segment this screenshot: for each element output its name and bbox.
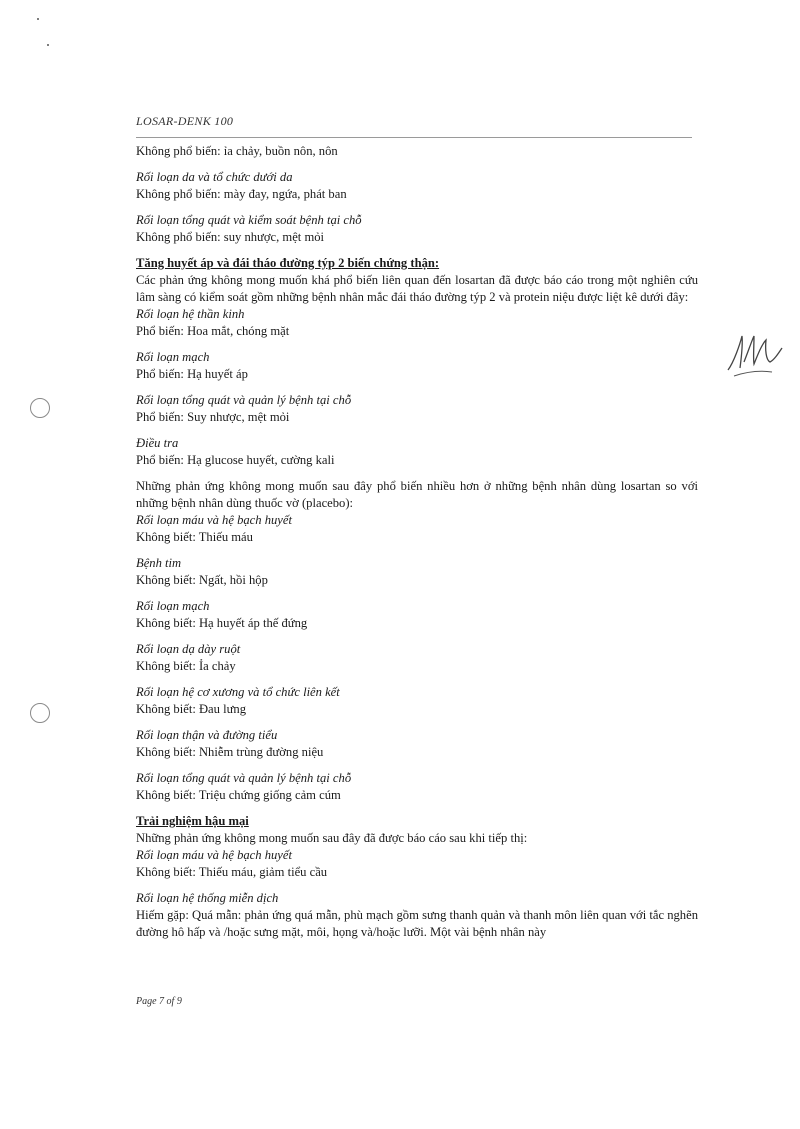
section-title: Rối loạn tổng quát và quản lý bệnh tại chỗ <box>136 771 352 785</box>
section-title: Rối loạn thận và đường tiểu <box>136 728 278 742</box>
body-text: Không biết: Ỉa chảy <box>136 659 236 673</box>
body-text: Không phổ biến: mày đay, ngứa, phát ban <box>136 187 347 201</box>
body-text: Không biết: Ngất, hồi hộp <box>136 573 268 587</box>
scan-speck <box>37 18 39 20</box>
page-number: Page 7 of 9 <box>136 996 182 1007</box>
body-text: Không phổ biến: suy nhược, mệt mỏi <box>136 230 325 244</box>
body-text: Phổ biến: Hạ glucose huyết, cường kali <box>136 453 335 467</box>
punch-hole <box>30 398 50 418</box>
section-title: Rối loạn hệ thống miễn dịch <box>136 891 279 905</box>
section-title: Rối loạn tổng quát và quản lý bệnh tại chỗ <box>136 393 352 407</box>
section-title: Rối loạn máu và hệ bạch huyết <box>136 513 292 527</box>
section-title: Rối loạn tổng quát và kiểm soát bệnh tại chỗ <box>136 213 362 227</box>
header-divider <box>136 137 692 138</box>
section-title: Rối loạn máu và hệ bạch huyết <box>136 848 292 862</box>
handwritten-initials-signature <box>724 322 794 382</box>
section-title: Rối loạn dạ dày ruột <box>136 642 241 656</box>
section-title: Điều tra <box>136 436 179 450</box>
section-heading: Tăng huyết áp và đái tháo đường týp 2 biến chứng thận: <box>136 256 440 270</box>
body-paragraph: Các phản ứng không mong muốn khá phổ biến liên quan đến losartan đã được báo cáo trong một nghiên cứu lâm sàng có kiểm soát gồm những bệnh nhân mắc đái tháo đường týp 2 và protein niệu được liệt kê dưới đây: <box>136 273 698 304</box>
body-text: Không biết: Thiếu máu <box>136 530 253 544</box>
body-text: Phổ biến: Hạ huyết áp <box>136 367 248 381</box>
document-header: LOSAR-DENK 100 <box>136 114 234 128</box>
section-title: Rối loạn hệ cơ xương và tổ chức liên kết <box>136 685 340 699</box>
document-body <box>136 143 698 941</box>
body-text: Không biết: Nhiễm trùng đường niệu <box>136 745 324 759</box>
body-text: Phổ biến: Suy nhược, mệt mỏi <box>136 410 290 424</box>
body-paragraph: Những phản ứng không mong muốn sau đây đã được báo cáo sau khi tiếp thị: <box>136 831 528 845</box>
body-paragraph: Hiếm gặp: Quá mẫn: phản ứng quá mẫn, phù mạch gồm sưng thanh quản và thanh môn liên quan với tắc nghẽn đường hô hấp và /hoặc sưng mặt, môi, họng và/hoặc lưỡi. Một vài bệnh nhân này <box>136 908 698 939</box>
section-title: Rối loạn mạch <box>136 350 210 364</box>
section-title: Rối loạn mạch <box>136 599 210 613</box>
section-heading: Trải nghiệm hậu mại <box>136 814 249 828</box>
body-text: Không biết: Hạ huyết áp thế đứng <box>136 616 308 630</box>
punch-hole <box>30 703 50 723</box>
body-text: Không biết: Thiếu máu, giảm tiểu cầu <box>136 865 328 879</box>
body-text: Phổ biến: Hoa mắt, chóng mặt <box>136 324 290 338</box>
section-title: Rối loạn hệ thần kinh <box>136 307 245 321</box>
body-text: Không biết: Đau lưng <box>136 702 247 716</box>
body-paragraph: Những phản ứng không mong muốn sau đây phổ biến nhiều hơn ở những bệnh nhân dùng losartan so với những bệnh nhân dùng thuốc vờ (placebo): <box>136 479 698 510</box>
scan-speck <box>47 44 49 46</box>
body-text: Không phổ biến: ỉa chảy, buồn nôn, nôn <box>136 144 338 158</box>
section-title: Bệnh tim <box>136 556 182 570</box>
section-title: Rối loạn da và tổ chức dưới da <box>136 170 293 184</box>
body-text: Không biết: Triệu chứng giống cảm cúm <box>136 788 341 802</box>
